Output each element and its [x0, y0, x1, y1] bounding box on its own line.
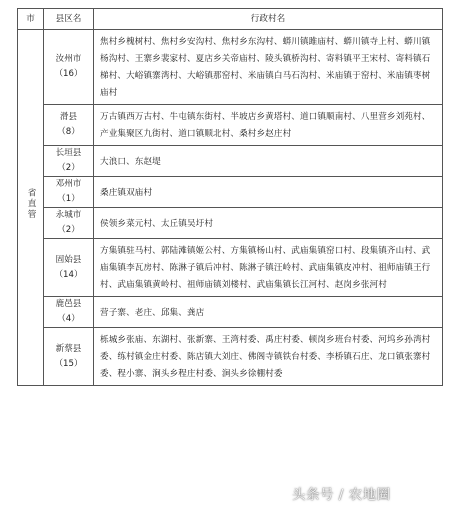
district-name: 邓州市 — [55, 179, 82, 189]
district-count: （15） — [54, 358, 83, 369]
district-cell — [44, 105, 94, 146]
district-count: （8） — [57, 127, 80, 137]
district-name: 汝州市 — [55, 54, 82, 64]
district-cell — [44, 30, 94, 105]
table-row — [18, 328, 443, 386]
villages-cell: 方集镇驻马村、郭陆滩镇姬公村、方集镇杨山村、武庙集镇窑口村、段集镇齐山村、武庙集镇李瓦房村、陈淋子镇后冲村、陈淋子镇汪岭村、武庙集镇皮冲村、祖师庙镇王行村、武庙集镇黄岭村、祖师庙镇刘楼村、武庙集镇长江河村、赵岗乡张河村 — [94, 239, 443, 297]
villages-cell: 栎城乡张庙、东湖村、张新寨、王湾村委、禹庄村委、顿岗乡班台村委、河坞乡孙湾村委、练村镇金庄村委、陈店镇大刘庄、佛阁寺镇铁台村委、李桥镇石庄、龙口镇张寨村委、程小寨、涧头乡程庄村委、涧头乡徐棚村委 — [94, 328, 443, 386]
district-cell — [44, 208, 94, 239]
villages-cell: 营子寨、老庄、邱集、龚店 — [94, 297, 443, 328]
table-row — [18, 239, 443, 297]
villages-cell: 桑庄镇双庙村 — [94, 177, 443, 208]
shi-value: 省直管 — [26, 188, 36, 220]
table-row — [18, 105, 443, 146]
villages-cell: 万古镇西万古村、牛屯镇东街村、半坡店乡黄塔村、道口镇顺南村、八里营乡刘苑村、产业集聚区九街村、道口镇顺北村、桑村乡赵庄村 — [94, 105, 443, 146]
table-row — [18, 177, 443, 208]
district-count: （1） — [57, 194, 80, 204]
village-table — [17, 8, 443, 386]
district-name: 滑县 — [59, 112, 78, 122]
district-count: （14） — [54, 269, 83, 280]
villages-cell: 大浪口、东赵堤 — [94, 146, 443, 177]
shi-cell — [18, 30, 44, 386]
district-cell — [44, 146, 94, 177]
district-cell — [44, 297, 94, 328]
villages-cell: 焦村乡槐树村、焦村乡安沟村、焦村乡东沟村、蟒川镇雎庙村、蟒川镇寺上村、蟒川镇杨沟村、王寨乡裴家村、夏店乡关帝庙村、陵头镇桥沟村、寄料镇平王宋村、寄料镇石梯村、大峪镇寨湾村、大峪镇那窑村、米庙镇白马石沟村、米庙镇于窑村、米庙镇枣树庙村 — [94, 30, 443, 105]
district-cell — [44, 239, 94, 297]
district-name: 鹿邑县 — [55, 299, 82, 309]
header-shi: 市 — [18, 9, 44, 30]
district-cell — [44, 177, 94, 208]
header-district: 县区名 — [44, 9, 94, 30]
table-row — [18, 208, 443, 239]
district-cell — [44, 328, 94, 386]
table-row — [18, 297, 443, 328]
document-page — [17, 8, 442, 386]
table-row — [18, 146, 443, 177]
district-name: 永城市 — [55, 210, 82, 220]
header-villages: 行政村名 — [94, 9, 443, 30]
source-watermark: 头条号 / 农地圈 — [292, 487, 391, 503]
villages-cell: 侯领乡菜元村、太丘镇吴圩村 — [94, 208, 443, 239]
district-count: （2） — [57, 225, 80, 235]
district-count: （16） — [54, 69, 83, 79]
district-count: （2） — [57, 163, 80, 173]
table-header-row — [18, 9, 443, 30]
district-name: 新蔡县 — [55, 343, 82, 354]
table-row — [18, 30, 443, 105]
district-count: （4） — [57, 314, 80, 324]
district-name: 固始县 — [55, 254, 82, 265]
district-name: 长垣县 — [55, 148, 82, 158]
